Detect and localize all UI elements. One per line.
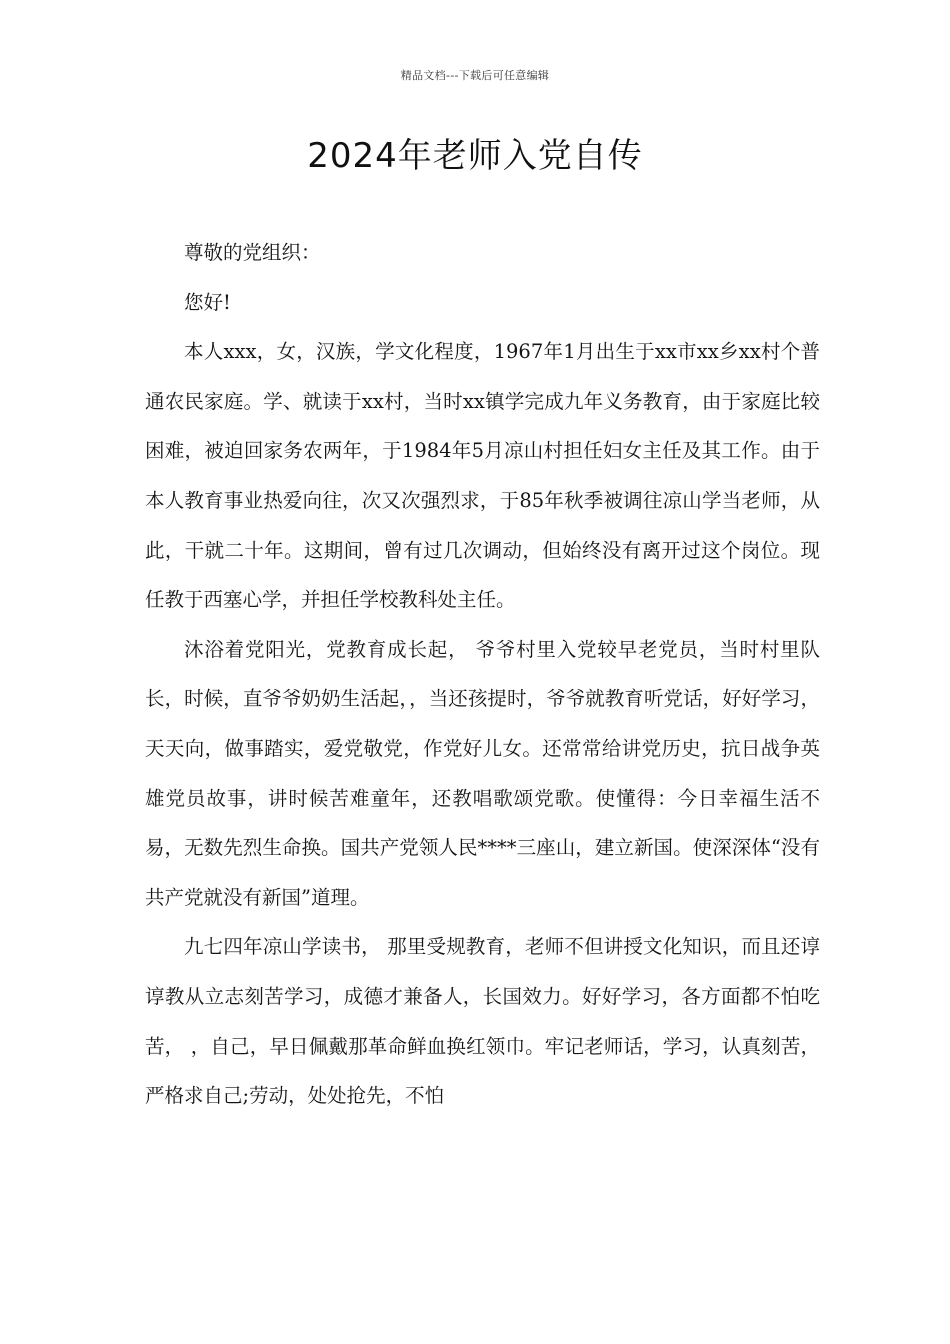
body-paragraph: 本人xxx，女，汉族，学文化程度，1967年1月出生于xx市xx乡xx村个普通农民家庭。学、就读于xx村，当时xx镇学完成九年义务教育，由于家庭比较困难，被迫回家务农两年，于1984年5月凉山村担任妇女主任及其工作。由于本人教育事业热爱向往，次又次强烈求，于85年秋季被调往凉山学当老师，从此，干就二十年。这期间，曾有过几次调动，但始终没有离开过这个岗位。现任教于西塞心学，并担任学校教科处主任。 bbox=[145, 340, 820, 612]
greeting: 您好! bbox=[184, 290, 231, 314]
body-paragraph: 九七四年凉山学读书， 那里受规教育，老师不但讲授文化知识，而且还谆谆教从立志刻苦学习，成德才兼备人，长国效力。好好学习，各方面都不怕吃苦， ，自己，早日佩戴那革命鲜血换红领巾。牢记老师话，学习，认真刻苦，严格求自己;劳动，处处抢先，不怕 bbox=[145, 935, 820, 1108]
document-title: 2024年老师入党自传 bbox=[307, 136, 643, 176]
document-body bbox=[145, 228, 820, 1121]
salutation: 尊敬的党组织： bbox=[184, 241, 321, 264]
page-header-note: 精品文档---下载后可任意编辑 bbox=[400, 69, 550, 82]
body-paragraph: 沐浴着党阳光，党教育成长起， 爷爷村里入党较早老党员，当时村里队长，时候，直爷爷奶奶生活起，，当还孩提时，爷爷就教育听党话，好好学习，天天向，做事踏实，爱党敬党，作党好儿女。还常常给讲党历史，抗日战争英雄党员故事，讲时候苦难童年，还教唱歌颂党歌。使懂得：今日幸福生活不易，无数先烈生命换。国共产党领人民****三座山，建立新国。使深深体“没有共产党就没有新国”道理。 bbox=[145, 637, 820, 909]
